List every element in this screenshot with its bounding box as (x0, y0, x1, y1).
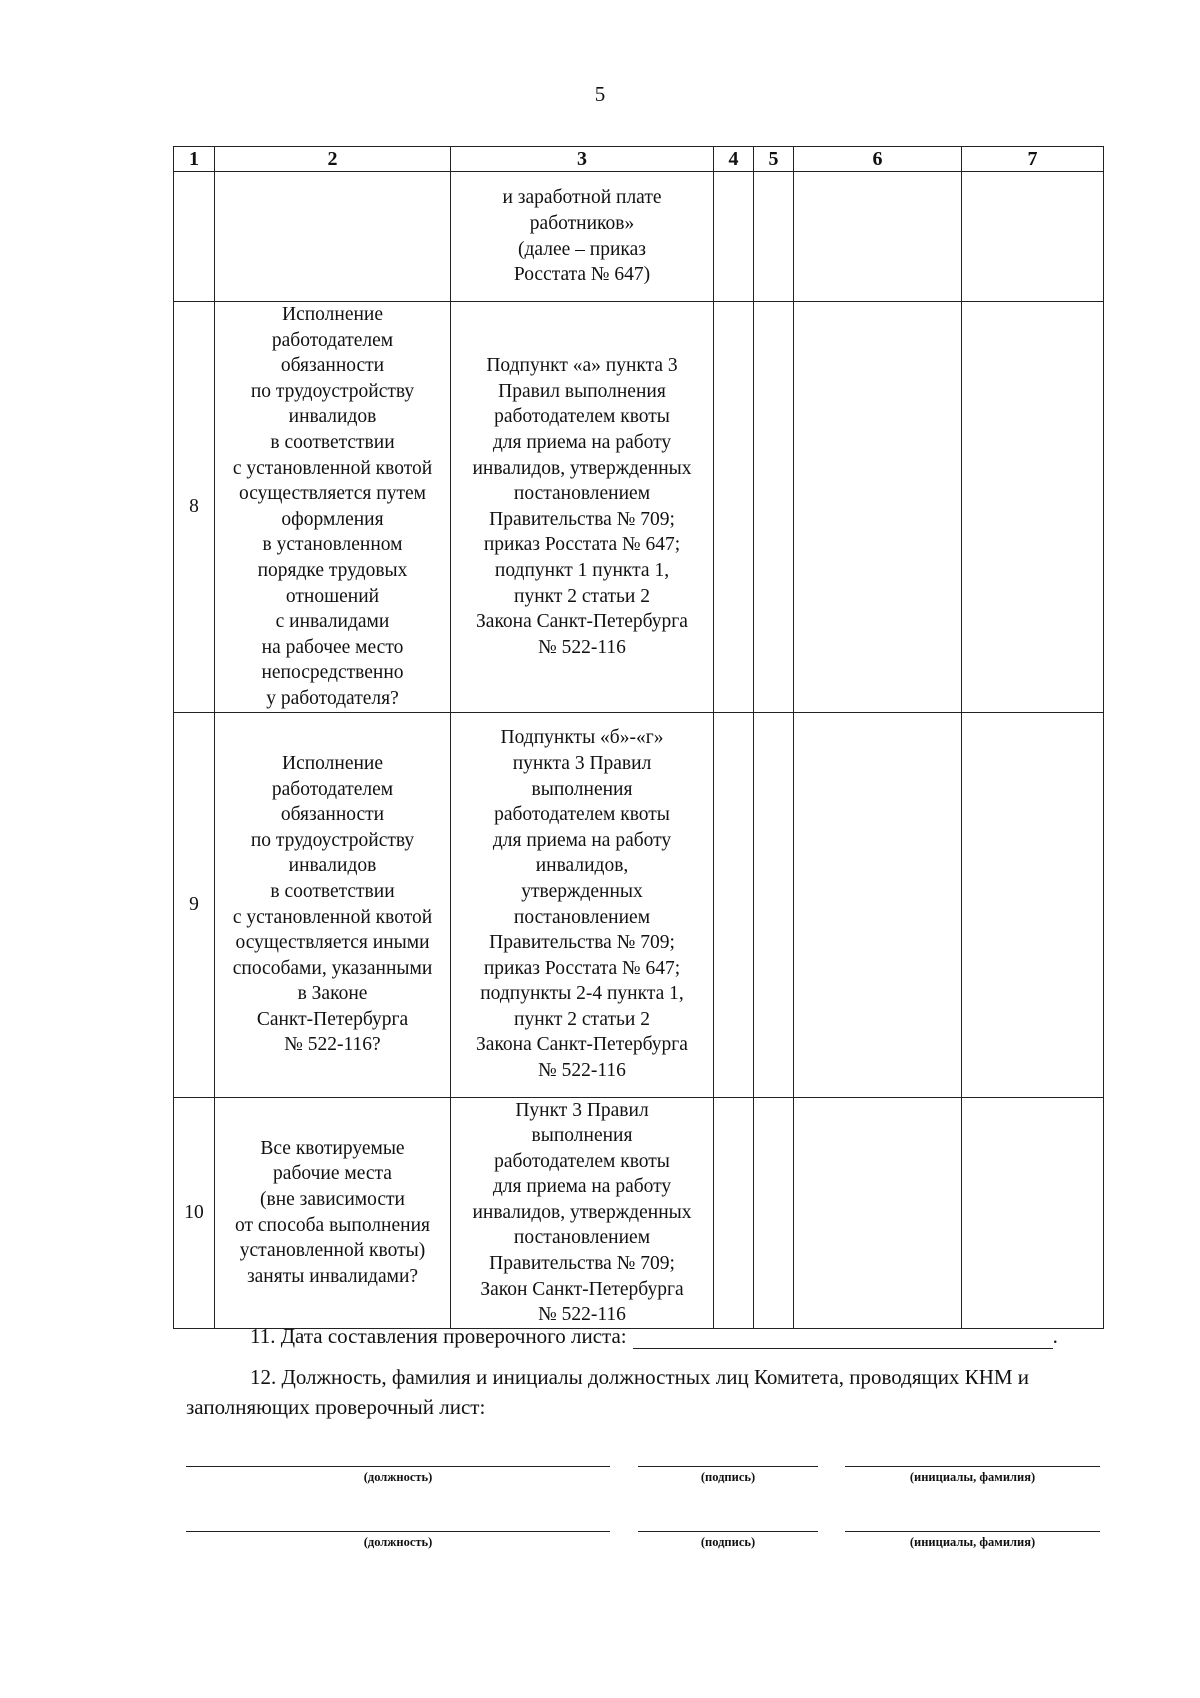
requirement-cell: Подпункт «а» пункта 3 Правил выполнения работодателем квоты для приема на работу инвалидов, утвержденных постановлением Правительства № 709; приказ Росстата № 647; подпункт 1 пункта 1, пункт 2 статьи 2 Закона Санкт-Петербурга № 522-116 (451, 302, 714, 713)
question-cell: Все квотируемые рабочие места (вне зависимости от способа выполнения установленной квоты) заняты инвалидами? (215, 1097, 451, 1328)
item-12-officials: 12. Должность, фамилия и инициалы должностных лиц Комитета, проводящих КНМ и заполняющих проверочный лист: (186, 1365, 1030, 1419)
page-number: 5 (594, 82, 606, 106)
answer-cell-5 (754, 172, 794, 302)
answer-cell-4 (714, 172, 754, 302)
question-cell (215, 172, 451, 302)
row-number (174, 172, 215, 302)
name-line-1[interactable] (845, 1466, 1100, 1467)
requirement-cell: Пункт 3 Правил выполнения работодателем квоты для приема на работу инвалидов, утвержденных постановлением Правительства № 709; Закон Санкт-Петербурга № 522-116 (451, 1097, 714, 1328)
answer-cell-7 (962, 712, 1104, 1097)
checklist-table (173, 146, 1104, 1329)
answer-cell-7 (962, 302, 1104, 713)
signature-caption-2: (подпись) (700, 1535, 756, 1549)
name-caption-1: (инициалы, фамилия) (909, 1470, 1036, 1484)
table-header-row (174, 147, 1104, 172)
position-line-1[interactable] (186, 1466, 610, 1467)
header-col-2: 2 (215, 147, 451, 172)
item-11-end: . (1052, 1324, 1058, 1348)
requirement-cell: Подпункты «б»-«г» пункта 3 Правил выполнения работодателем квоты для приема на работу инвалидов, утвержденных постановлением Правительства № 709; приказ Росстата № 647; подпункты 2-4 пункта 1, пункт 2 статьи 2 Закона Санкт-Петербурга № 522-116 (451, 712, 714, 1097)
answer-cell-5 (754, 1097, 794, 1328)
answer-cell-4 (714, 1097, 754, 1328)
header-col-4: 4 (714, 147, 754, 172)
signature-line-2[interactable] (638, 1531, 818, 1532)
row-number: 8 (174, 302, 215, 713)
table-row-8 (174, 302, 1104, 713)
header-col-7: 7 (962, 147, 1104, 172)
answer-cell-4 (714, 302, 754, 713)
row-number: 10 (174, 1097, 215, 1328)
table-row-10 (174, 1097, 1104, 1328)
answer-cell-7 (962, 1097, 1104, 1328)
question-cell: Исполнение работодателем обязанности по трудоустройству инвалидов в соответствии с установленной квотой осуществляется путем оформления в установленном порядке трудовых отношений с инвалидами на рабочее место непосредственно у работодателя? (215, 302, 451, 713)
header-col-3: 3 (451, 147, 714, 172)
header-col-6: 6 (794, 147, 962, 172)
position-line-2[interactable] (186, 1531, 610, 1532)
requirement-cell: и заработной плате работников» (далее – приказ Росстата № 647) (451, 172, 714, 302)
date-fill-line[interactable] (633, 1326, 1053, 1349)
item-11-label: 11. Дата составления проверочного листа: (250, 1324, 627, 1348)
row-number: 9 (174, 712, 215, 1097)
header-col-5: 5 (754, 147, 794, 172)
item-11-date (250, 1324, 1058, 1349)
position-caption-2: (должность) (363, 1535, 433, 1549)
table-row-continued (174, 172, 1104, 302)
name-line-2[interactable] (845, 1531, 1100, 1532)
answer-cell-4 (714, 712, 754, 1097)
table-row-9 (174, 712, 1104, 1097)
answer-cell-5 (754, 712, 794, 1097)
answer-cell-7 (962, 172, 1104, 302)
header-col-1: 1 (174, 147, 215, 172)
answer-cell-6 (794, 302, 962, 713)
answer-cell-6 (794, 172, 962, 302)
signature-caption-1: (подпись) (700, 1470, 756, 1484)
answer-cell-6 (794, 1097, 962, 1328)
signature-line-1[interactable] (638, 1466, 818, 1467)
name-caption-2: (инициалы, фамилия) (909, 1535, 1036, 1549)
question-cell: Исполнение работодателем обязанности по трудоустройству инвалидов в соответствии с установленной квотой осуществляется иными способами, указанными в Законе Санкт-Петербурга № 522-116? (215, 712, 451, 1097)
answer-cell-6 (794, 712, 962, 1097)
position-caption-1: (должность) (363, 1470, 433, 1484)
answer-cell-5 (754, 302, 794, 713)
